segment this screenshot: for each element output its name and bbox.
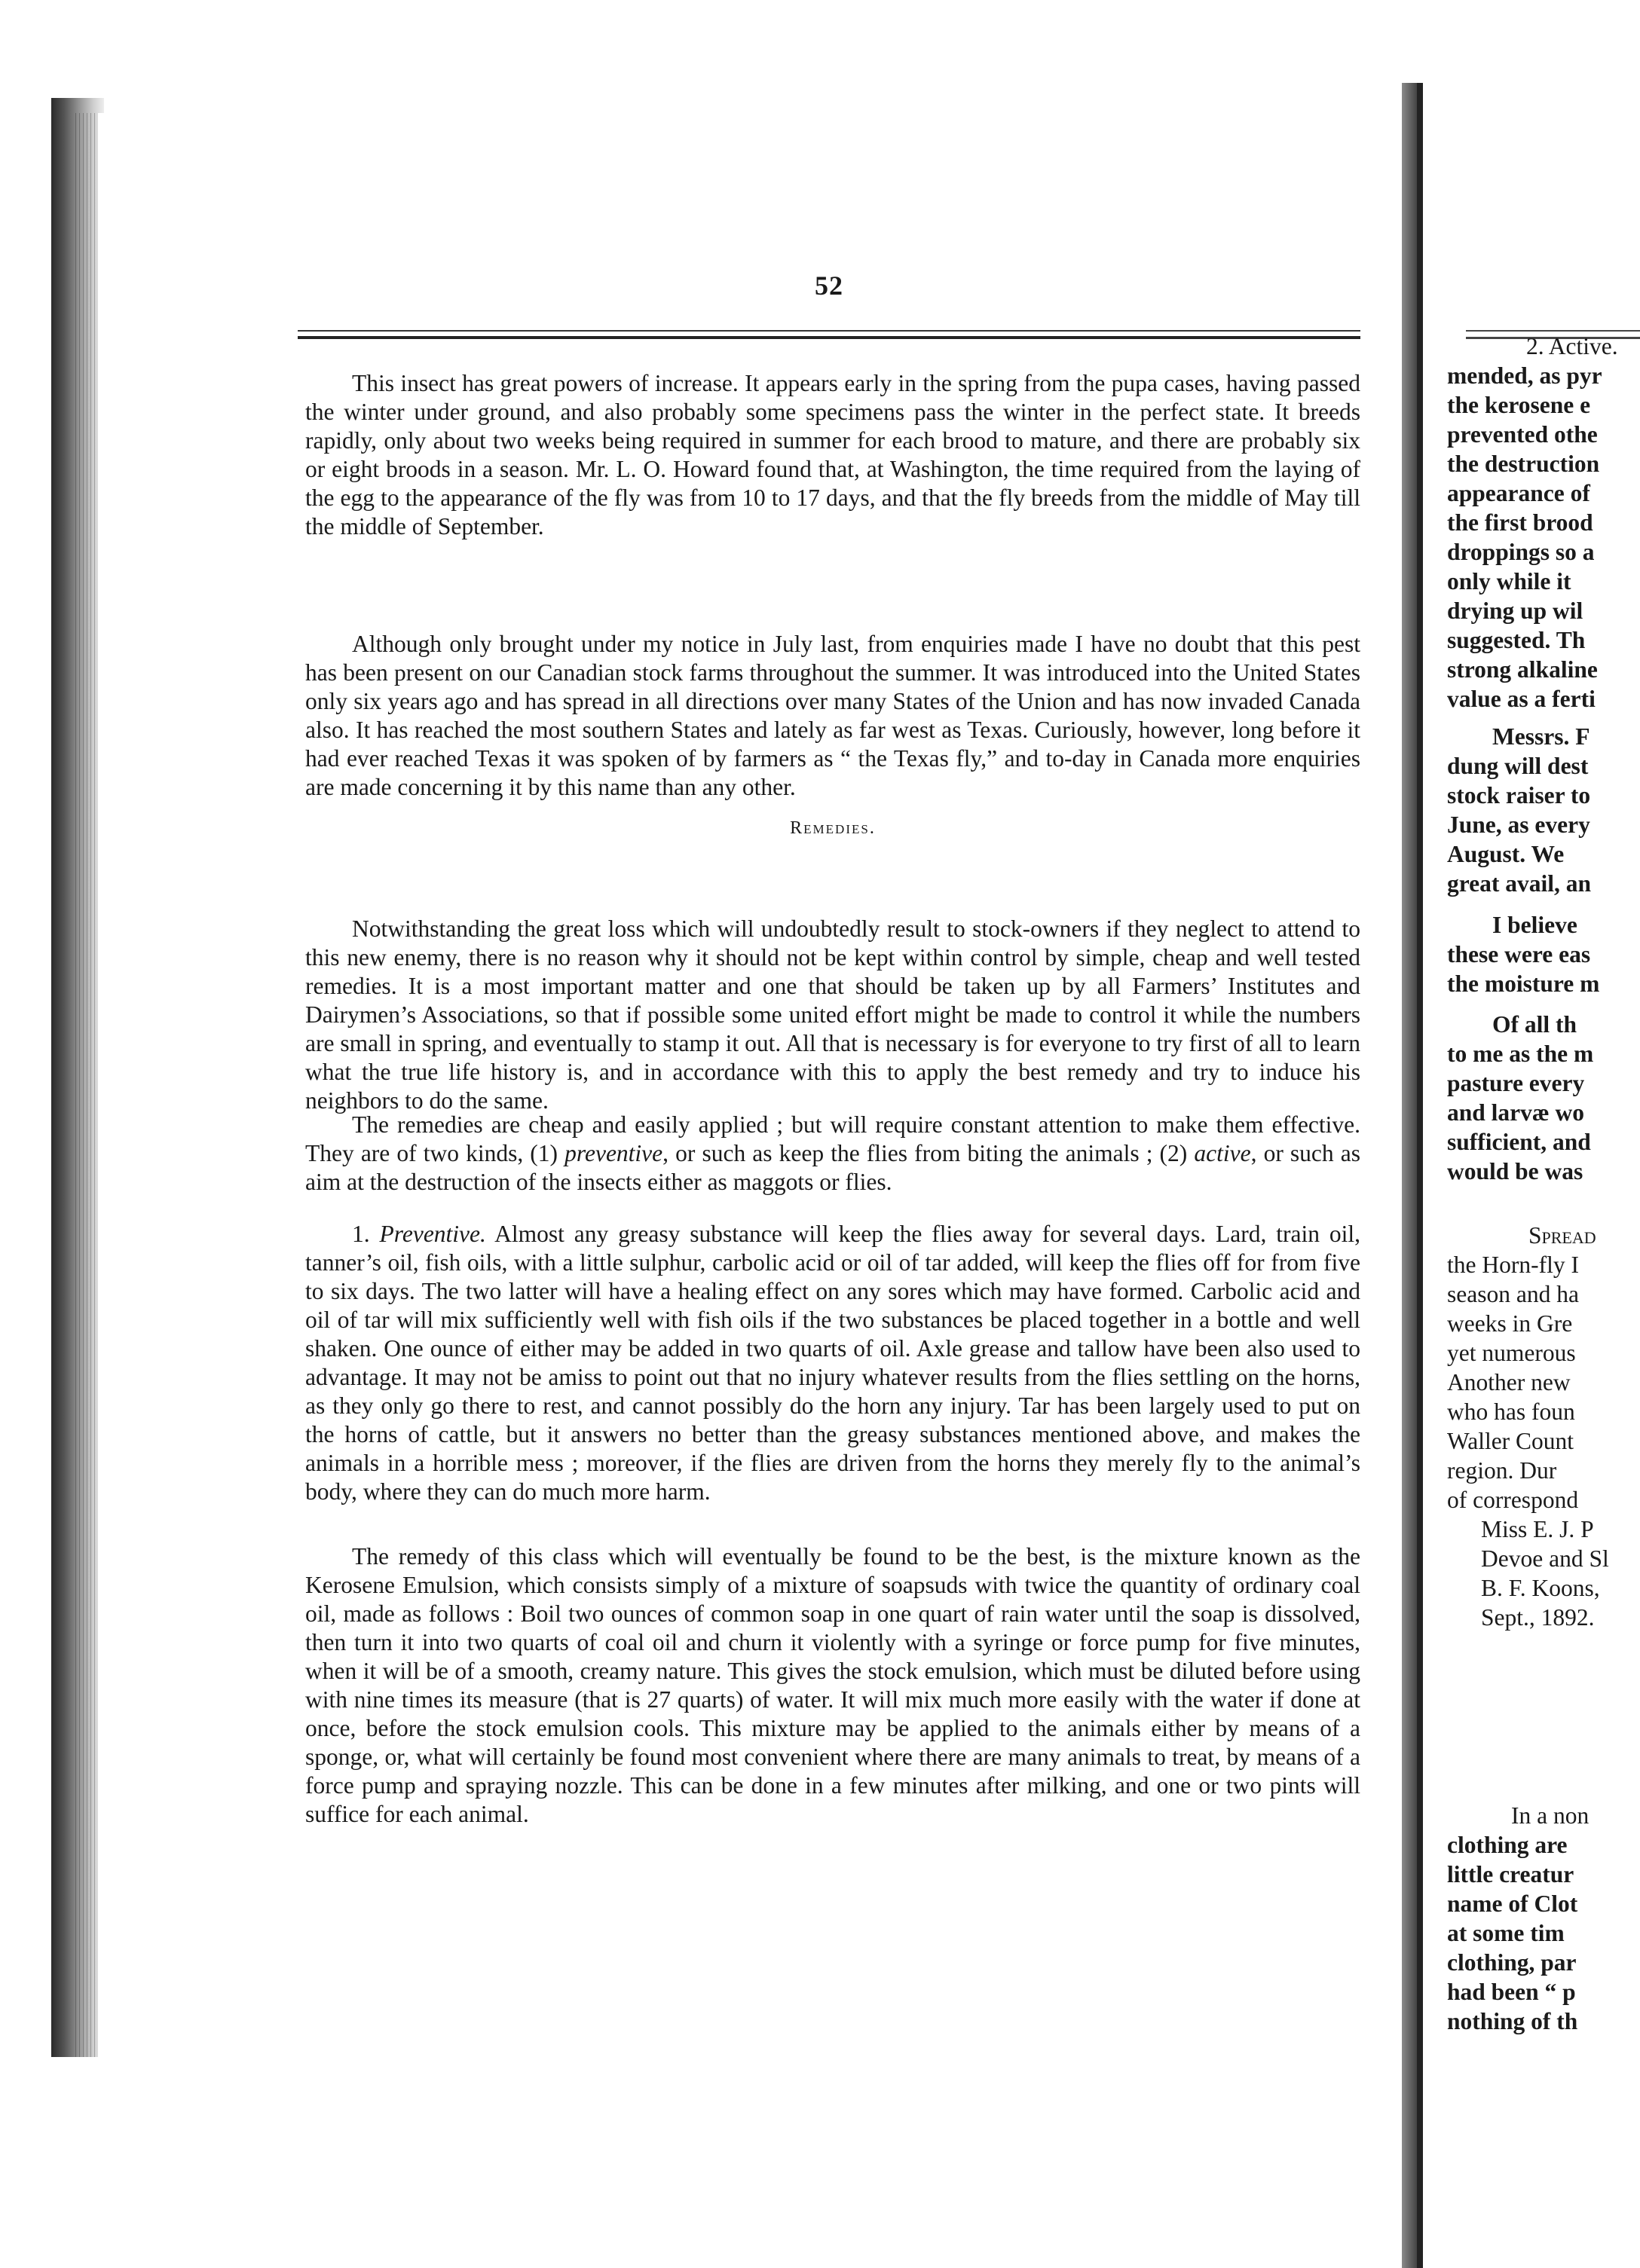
text-run: , or such as aim at the destruction of the insects either as maggots or flies. xyxy=(305,1140,1361,1195)
right-line: to me as the m xyxy=(1447,1041,1594,1067)
right-line: drying up wil xyxy=(1447,598,1583,624)
right-column-block-b xyxy=(1447,722,1640,898)
paragraph-text: The remedy of this class which will eventually be found to be the best, is the mixture known as the Kerosene Emulsion, which consists simply of a mixture of soapsuds with twice the quantity of ordinary coal oil, made as follows : Boil two ounces of common soap in one quart of rain water until the soap is dissolved, then turn it into two quarts of coal oil and churn it violently with a syringe or force pump for five minutes, when it will be of a smooth, creamy nature. This gives the stock emulsion, which must be diluted before using with nine times its measure (that is 27 quarts) of water. It will mix much more easily with the water if done at once, before the stock emulsion cools. This mixture may be applied to the animals either by means of a sponge, or, what will certainly be found most convenient where there are many animals to treat, by means of a force pump and spraying nozzle. This can be done in a few minutes after milking, and one or two pints will suffice for each animal. xyxy=(305,1543,1360,1827)
right-line: suggested. Th xyxy=(1447,627,1586,653)
paragraph-spread xyxy=(305,630,1360,802)
paragraph-preventive xyxy=(305,1220,1360,1506)
right-line: 2. Active. xyxy=(1526,333,1618,359)
gutter-shadow xyxy=(1417,83,1423,2268)
emphasis-preventive: preventive xyxy=(565,1140,663,1166)
right-line: season and ha xyxy=(1447,1281,1579,1307)
text-run: , or such as keep the flies from biting the animals ; (2) xyxy=(662,1140,1195,1166)
right-column-block-e xyxy=(1447,1221,1640,1632)
paragraph-text xyxy=(305,1111,1360,1197)
right-column-block-d xyxy=(1447,1010,1640,1186)
right-line: strong alkaline xyxy=(1447,656,1598,683)
right-line: value as a ferti xyxy=(1447,686,1596,712)
right-line: Waller Count xyxy=(1447,1428,1574,1454)
right-line: of correspond xyxy=(1447,1487,1579,1513)
right-line: the moisture m xyxy=(1447,970,1600,997)
right-line: mended, as pyr xyxy=(1447,362,1602,389)
right-line: appearance of xyxy=(1447,480,1590,506)
paragraph-kerosene-emulsion xyxy=(305,1542,1360,1829)
right-column-block-c xyxy=(1447,910,1640,998)
list-number: 1. xyxy=(352,1221,380,1247)
right-line: droppings so a xyxy=(1447,539,1595,565)
right-line: August. We xyxy=(1447,841,1565,867)
paragraph-remedy-kinds xyxy=(305,1111,1360,1197)
text-run: Almost any greasy substance will keep the flies away for several days. Lard, train oil, tanner’s oil, fish oils, with a little sulphur, carbolic acid or oil of tar added, will keep the flies off for from five to six days. The two latter will have a healing effect on any sores which may have formed. Carbolic acid and oil of tar will mix sufficiently well with fish oils if the two substances be placed together in a bottle and well shaken. One ounce of either may be added in two quarts of oil. Axle grease and tallow have been also used to advantage. It may not be amiss to point out that no injury whatever results from the flies settling on the horns, as they only go there to rest, and cannot possibly do the horn any injury. Tar has been largely used to put on the horns of cattle, but it answers no better than the greasy substances mentioned above, and makes the animals in a horrible mess ; moreover, if the flies are driven from the horns they merely fly to the animal’s body, where they can do much more harm. xyxy=(305,1221,1360,1505)
right-line: the first brood xyxy=(1447,509,1593,536)
right-line: the destruction xyxy=(1447,451,1600,477)
text-run: The remedies are cheap and easily applied ; but will require constant attention to make them effective. They are of two kinds, (1) xyxy=(305,1111,1360,1166)
paragraph-text xyxy=(305,1220,1360,1506)
emphasis-preventive-heading: Preventive. xyxy=(379,1221,486,1247)
right-line: Sept., 1892. xyxy=(1481,1604,1595,1631)
header-rule-thin xyxy=(298,330,1360,332)
right-line: who has foun xyxy=(1447,1398,1575,1425)
right-line: the kerosene e xyxy=(1447,392,1591,418)
paragraph-control xyxy=(305,915,1360,1115)
right-line: yet numerous xyxy=(1447,1340,1576,1366)
right-column-block-a xyxy=(1447,332,1640,714)
right-line: Devoe and Sl xyxy=(1481,1545,1609,1572)
right-line: In a non xyxy=(1511,1802,1590,1829)
right-line: great avail, an xyxy=(1447,870,1592,897)
right-line: June, as every xyxy=(1447,812,1590,838)
right-line: had been “ p xyxy=(1447,1979,1576,2005)
right-line: B. F. Koons, xyxy=(1481,1575,1600,1601)
right-line: clothing, par xyxy=(1447,1949,1577,1976)
right-line: weeks in Gre xyxy=(1447,1310,1573,1337)
right-line: at some tim xyxy=(1447,1920,1565,1946)
right-line: stock raiser to xyxy=(1447,782,1591,808)
page-number: 52 xyxy=(815,271,843,301)
emphasis-active: active xyxy=(1194,1140,1251,1166)
right-line: Spread xyxy=(1528,1222,1596,1249)
right-line: name of Clot xyxy=(1447,1891,1578,1917)
paragraph-text: This insect has great powers of increase. It appears early in the spring from the pupa cases, having passed the winter under ground, and also probably some specimens pass the winter in the perfect state. It breeds rapidly, only about two weeks being required in summer for each brood to mature, and there are probably six or eight broods in a season. Mr. L. O. Howard found that, at Washington, the time required from the laying of the egg to the appearance of the fly was from 10 to 17 days, and that the fly breeds from the middle of May till the middle of September. xyxy=(305,370,1360,539)
right-line: Miss E. J. P xyxy=(1481,1516,1594,1542)
book-gutter xyxy=(1402,83,1417,2268)
right-line: Messrs. F xyxy=(1492,723,1590,750)
right-line: prevented othe xyxy=(1447,421,1598,448)
right-line: clothing are xyxy=(1447,1832,1568,1858)
right-line: only while it xyxy=(1447,568,1571,595)
right-line: region. Dur xyxy=(1447,1457,1557,1484)
right-column-block-f xyxy=(1447,1801,1640,2036)
section-heading-remedies: Remedies. xyxy=(790,818,876,838)
header-rule-thick xyxy=(298,336,1360,339)
right-line: sufficient, and xyxy=(1447,1129,1591,1155)
right-line: little creatur xyxy=(1447,1861,1574,1887)
right-line: I believe xyxy=(1492,912,1577,938)
paragraph-text: Although only brought under my notice in July last, from enquiries made I have no doubt that this pest has been present on our Canadian stock farms throughout the summer. It was introduced into the United States only six years ago and has spread in all directions over many States of the Union and has now invaded Canada also. It has reached the most southern States and lately as far west as Texas. Curiously, however, long before it had ever reached Texas it was spoken of by farmers as “ the Texas fly,” and to-day in Canada more enquiries are made concerning it by this name than any other. xyxy=(305,631,1360,800)
right-line: Of all th xyxy=(1492,1011,1577,1038)
right-line: nothing of th xyxy=(1447,2008,1578,2034)
right-line: Another new xyxy=(1447,1369,1571,1395)
right-line: these were eas xyxy=(1447,941,1591,967)
right-line: dung will dest xyxy=(1447,753,1589,779)
right-line: and larvæ wo xyxy=(1447,1099,1585,1126)
page-edges xyxy=(75,113,98,2057)
paragraph-text: Notwithstanding the great loss which will undoubtedly result to stock-owners if they neglect to attend to this new enemy, there is no reason why it should not be kept within control by simple, cheap and well tested remedies. It is a most important matter and one that should be taken up by all Farmers’ Institutes and Dairymen’s Associations, so that if possible some united effort might be made to control it while the numbers are small in spring, and eventually to stamp it out. All that is necessary is for everyone to try first of all to learn what the true life history is, and in accordance with this to apply the best remedy and try to induce his neighbors to do the same. xyxy=(305,915,1360,1114)
right-line: pasture every xyxy=(1447,1070,1585,1096)
paragraph-breeding xyxy=(305,369,1360,541)
right-line: the Horn-fly I xyxy=(1447,1252,1579,1278)
right-line: would be was xyxy=(1447,1158,1583,1184)
